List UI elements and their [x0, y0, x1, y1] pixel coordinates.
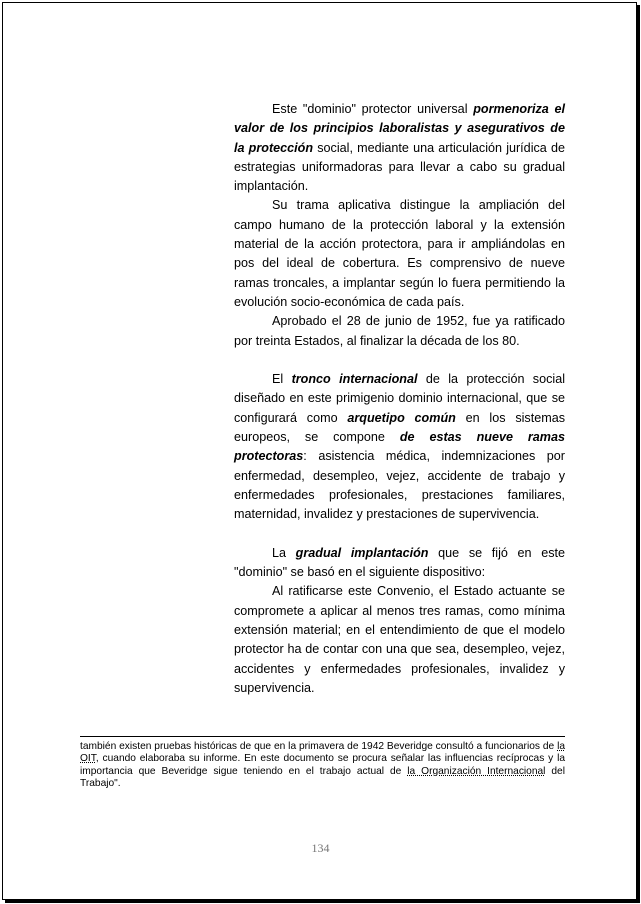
paragraph-text: de la protección social diseñado en este primigenio dominio internacional, que se configurará como: [234, 372, 566, 425]
paragraph: [234, 582, 565, 698]
paragraph-text: : asistencia médica, indemnizaciones por enfermedad, desempleo, vejez, accidente de trabajo y enfermedades profesionales, prestaciones familiares, maternidad, invalidez y prestaciones de supervivencia.: [234, 449, 565, 522]
footnote-underlined-text: la OIT: [80, 741, 565, 765]
paragraph: [234, 196, 565, 312]
emphasized-text: gradual implantación: [295, 545, 429, 560]
paragraph: [234, 544, 565, 583]
paragraph: [234, 100, 565, 196]
document-page: [2, 2, 637, 900]
paragraph-text: La: [272, 545, 296, 560]
footnote-text: del Trabajo".: [80, 765, 565, 789]
emphasized-text: pormenoriza el valor de los principios laboralistas y aseguratіvos de la protección: [234, 102, 565, 155]
footnote-separator: [80, 736, 565, 737]
paragraph-text: que se fijó en este "dominio" se basó en el siguiente dispositivo:: [234, 545, 565, 580]
emphasized-text: tronco internacional: [291, 372, 418, 387]
paragraph-text: social, mediante una articulación jurídica de estrategias uniformadoras para llevar a cabo su gradual implantación.: [234, 140, 565, 194]
paragraph: [234, 370, 565, 524]
paragraph-text: Aprobado el 28 de junio de 1952, fue ya ratificado por treinta Estados, al finalizar la década de los 80.: [234, 314, 565, 348]
paragraph-text: en los sistemas europeos, se compone: [234, 410, 566, 445]
paragraph-text: Este "dominio" protector universal: [272, 102, 474, 116]
paragraph-text: Al ratificarse este Convenio, el Estado actuante se compromete a aplicar al menos tres ramas, como mínima extensión material; en el entendimiento de que el modelo protector ha de contar con una que sea, desempleo, vejez, accidentes y enfermedades profesionales, invalidez y supervivencia.: [234, 584, 565, 695]
paragraph: [234, 312, 565, 351]
footnote: [80, 741, 565, 790]
emphasized-text: arquetipo común: [347, 410, 456, 425]
paragraph-text: El: [272, 372, 292, 387]
paragraph-text: Su trama aplicativa distingue la ampliación del campo humano de la protección laboral y la extensión material de la acción protectora, para ir ampliándolas en pos del ideal de cobertura. Es comprensivo de nueve ramas troncales, a implantar según lo fuera permitiendo la evolución socio-económica de cada país.: [234, 198, 565, 309]
page-number: 134: [311, 841, 330, 855]
footnote-text: también existen pruebas históricas de que en la primavera de 1942 Beveridge consultó a funcionarios de: [80, 741, 558, 752]
body-text: [234, 100, 565, 698]
emphasized-text: de estas nueve ramas protectoras: [234, 430, 565, 464]
footnote-underlined-text: la Organización Internacional: [407, 765, 546, 777]
footnote-text: , cuando elaboraba su informe. En este documento se procura señalar las influencias recíprocas y la importancia que Beveridge sigue teniendo en el trabajo actual de: [80, 753, 565, 777]
